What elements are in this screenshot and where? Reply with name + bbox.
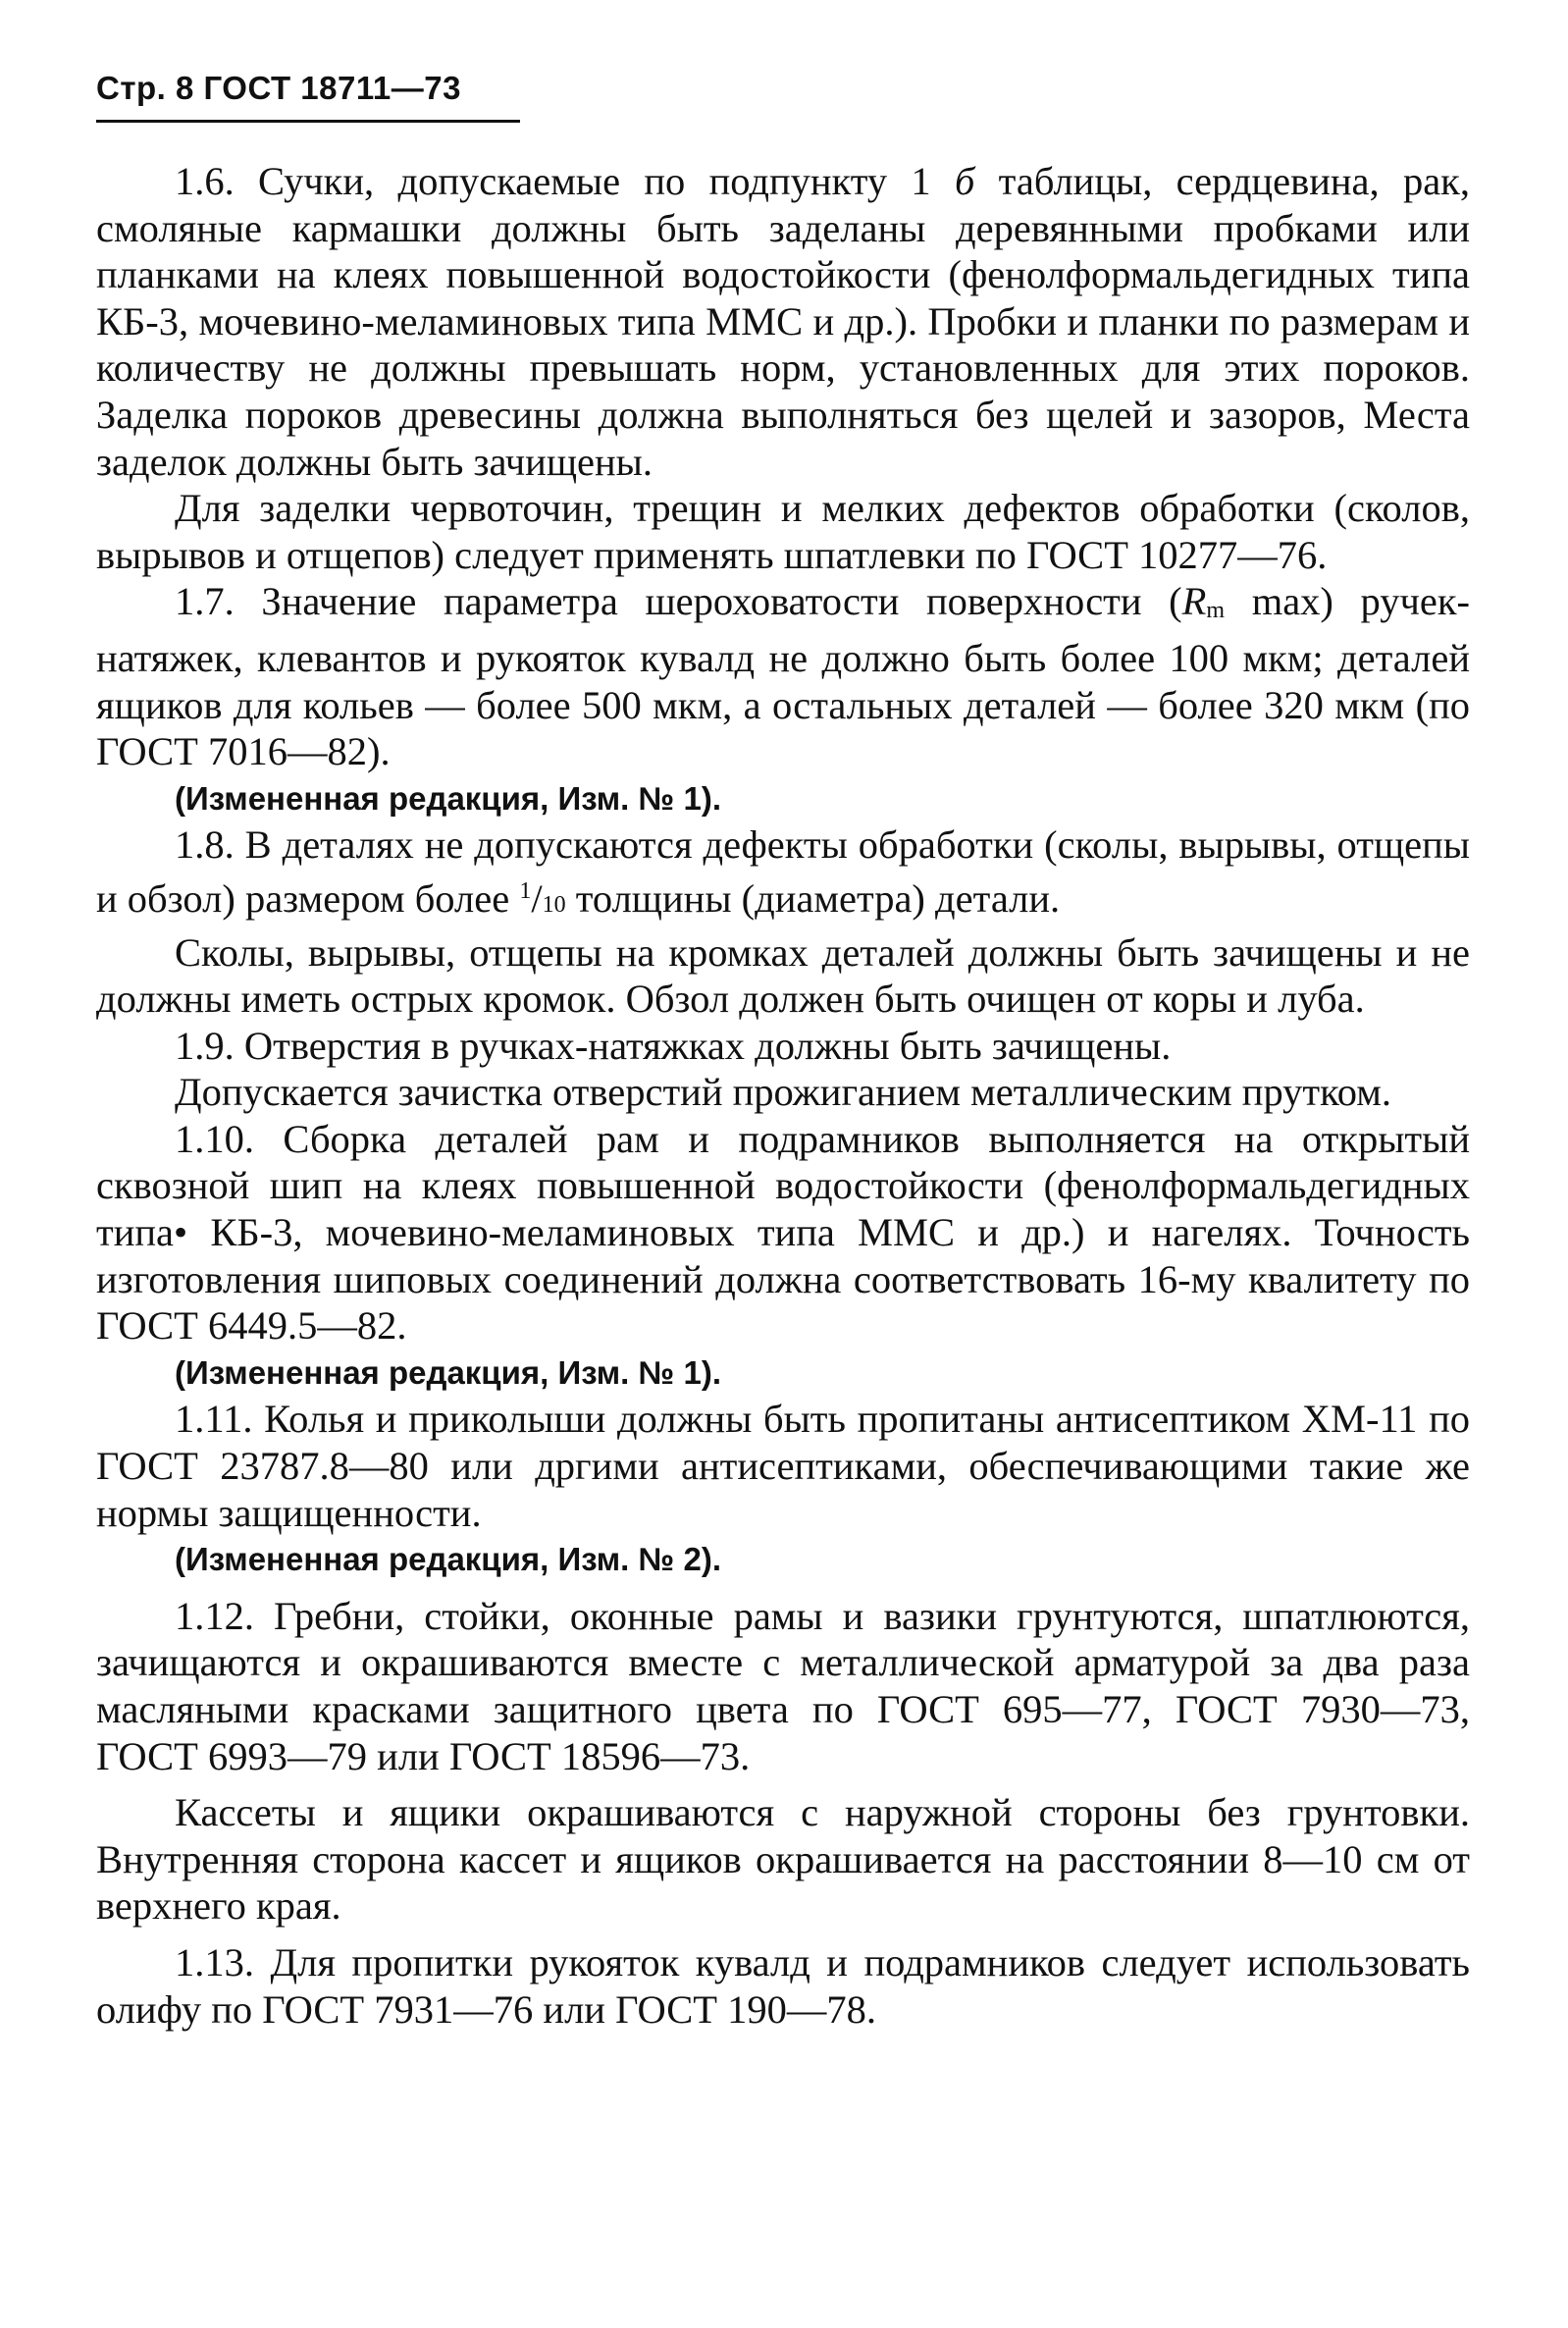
paragraph-1-11: 1.11. Колья и приколыши должны быть пропитаны антисептиком ХМ-11 по ГОСТ 23787.8—80 или дргими антисептиками, обеспечивающими такие же нормы защищенности.: [96, 1397, 1470, 1535]
fraction-separator: /: [531, 875, 543, 921]
paragraph-1-8-text-a: 1.8. В деталях не допускаются дефекты обработки (сколы, вырывы, отщепы и обзол) размером более: [96, 822, 1470, 921]
header-rule: [96, 120, 520, 123]
amendment-note-2: (Измененная редакция, Изм. № 1).: [175, 1353, 721, 1391]
page-header: Стр. 8 ГОСТ 18711—73: [96, 70, 461, 106]
roughness-subscript: m: [1206, 598, 1226, 624]
roughness-symbol: R: [1181, 579, 1207, 624]
fraction-denominator: 10: [542, 891, 566, 918]
amendment-note-3: (Измененная редакция, Изм. № 2).: [175, 1541, 721, 1578]
paragraph-1-7: [96, 578, 1470, 774]
paragraph-1-8-chips: Сколы, вырывы, отщепы на кромках деталей должны быть зачищены и не должны иметь острых кромок. Обзол должен быть очищен от коры и луба.: [96, 929, 1470, 1022]
document-body: [96, 158, 1470, 2033]
document-page: [96, 69, 1470, 2033]
amendment-note-1: (Измененная редакция, Изм. № 1).: [175, 779, 721, 817]
paragraph-1-6-putty: Для заделки червоточин, трещин и мелких дефектов обработки (сколов, вырывов и отщепов) следует применять шпатлевки по ГОСТ 10277—76.: [96, 486, 1470, 577]
paragraph-1-6-item-letter: б: [955, 159, 975, 203]
paragraph-1-6: [96, 158, 1470, 485]
paragraph-1-13: 1.13. Для пропитки рукояток кувалд и подрамников следует использовать олифу по ГОСТ 7931—76 или ГОСТ 190—78.: [96, 1939, 1470, 2032]
paragraph-1-10: 1.10. Сборка деталей рам и подрамников выполняется на открытый сквозной шип на клеях повышенной водостойкости (фенолформальдегидных типа• КБ-3, мочевино-меламиновых типа ММС и др.) и нагелях. Точность изготовления шиповых соединений должна соответствовать 16-му квалитету по ГОСТ 6449.5—82.: [96, 1116, 1470, 1349]
paragraph-1-6-text-c: таблицы, сердцевина, рак, смоляные кармашки должны быть заделаны деревянными пробками или планками на клеях повышенной водостойкости (фенолформальдегидных типа КБ-3, мочевино-меламиновых типа ММС и др.). Пробки и планки по размерам и количеству не должны превышать норм, установленных для этих пороков. Заделка пороков древесины должна выполняться без щелей и зазоров, Места заделок должны быть зачищены.: [96, 159, 1470, 484]
paragraph-1-9: 1.9. Отверстия в ручках-натяжках должны быть зачищены.: [175, 1023, 1172, 1068]
paragraph-1-7-text-b: max) ручек-натяжек, клевантов и рукояток кувалд не должно быть более 100 мкм; деталей ящиков для кольев — более 500 мкм, а остальных деталей — более 320 мкм (по ГОСТ 7016—82).: [96, 579, 1470, 774]
paragraph-1-9-burn: Допускается зачистка отверстий прожиганием металлическим прутком.: [175, 1070, 1391, 1115]
fraction-numerator: 1: [519, 877, 532, 904]
paragraph-1-12-cassettes: Кассеты и ящики окрашиваются с наружной стороны без грунтовки. Внутренняя сторона кассет и ящиков окрашивается на расстоянии 8—10 см от верхнего края.: [96, 1790, 1470, 1929]
paragraph-1-6-text-a: 1.6. Сучки, допускаемые по подпункту 1: [175, 159, 955, 203]
paragraph-1-7-text-a: 1.7. Значение параметра шероховатости поверхности (: [175, 579, 1182, 624]
paragraph-1-8: [96, 821, 1470, 928]
paragraph-1-12: 1.12. Гребни, стойки, оконные рамы и вазики грунтуются, шпатлюются, зачищаются и окрашиваются вместе с металлической арматурой за два раза масляными красками защитного цвета по ГОСТ 695—77, ГОСТ 7930—73, ГОСТ 6993—79 или ГОСТ 18596—73.: [96, 1593, 1470, 1778]
paragraph-1-8-text-b: толщины (диаметра) детали.: [565, 875, 1061, 921]
